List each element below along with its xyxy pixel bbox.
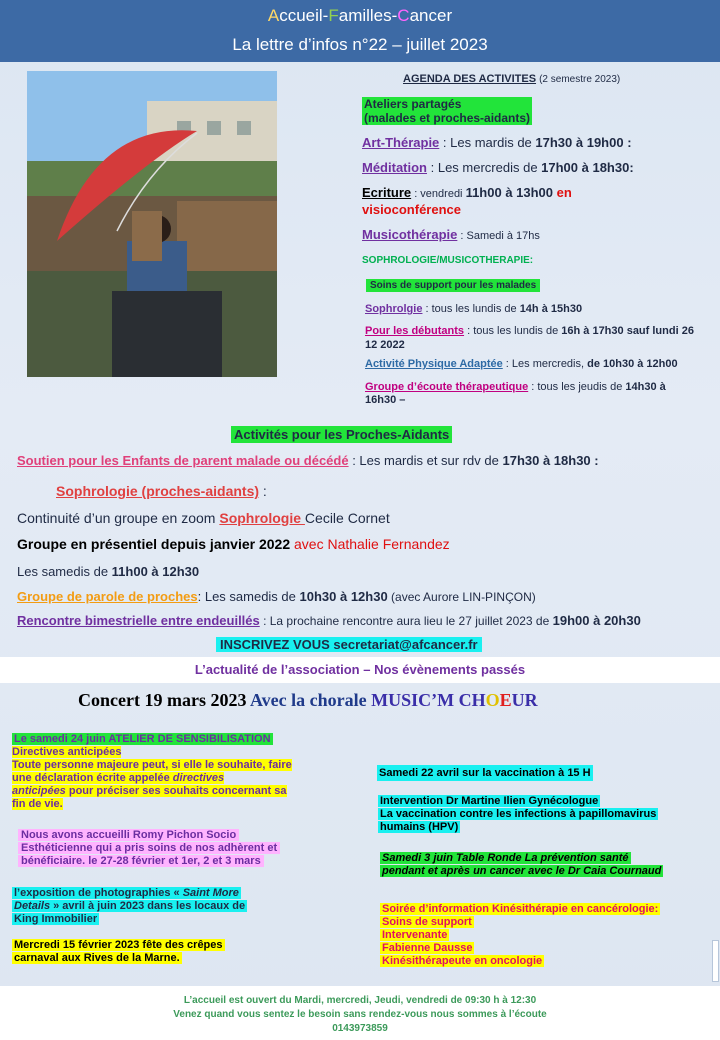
agenda-heading: AGENDA DES ACTIVITES (2 semestre 2023) (403, 73, 621, 85)
newsletter-subtitle: La lettre d’infos n°22 – juillet 2023 (232, 35, 488, 54)
art-therapie-line: Art-Thérapie : Les mardis de 17h30 à 19h00 : (362, 135, 632, 150)
footer-welcome: Venez quand vous sentez le besoin sans rendez-vous nous sommes à l’écoute (173, 1009, 547, 1020)
newsletter-title: Accueil-Familles-Cancer (267, 6, 453, 25)
groupe-parole-line: Groupe de parole de proches: Les samedis de 10h30 à 12h30 (avec Aurore LIN-PINÇON) (17, 589, 536, 604)
rencontre-line: Rencontre bimestrielle entre endeuillés : La prochaine rencontre aura lieu le 27 juillet 2023 de 19h00 à 20h30 (17, 613, 641, 628)
samedis-line: Les samedis de 11h00 à 12h30 (17, 564, 200, 579)
sophro-musico-title: SOPHROLOGIE/MUSICOTHERAPIE: (362, 255, 534, 266)
continuite-line: Continuité d’un groupe en zoom Sophrologie Cecile Cornet (17, 510, 390, 526)
activite-physique-line: Activité Physique Adaptée : Les mercredis, de 10h30 à 12h00 (365, 358, 678, 370)
concert-title: Concert 19 mars 2023 Avec la chorale MUSIC’M CHOEUR (78, 690, 538, 710)
event-intervention-hpv: Intervention Dr Martine Ilien Gynécologue La vaccination contre les infections à papillomavirus humains (HPV) (380, 795, 657, 833)
groupe-ecoute-line: Groupe d’écoute thérapeutique : tous les jeudis de 14h30 à 16h30 – (365, 381, 666, 406)
debutants-line: Pour les débutants : tous les lundis de 16h à 17h30 sauf lundi 26 12 2022 (365, 325, 694, 351)
event-fete-crepes: Mercredi 15 février 2023 fête des crêpes carnaval aux Rives de la Marne. (14, 939, 223, 964)
soutien-line: Soutien pour les Enfants de parent malade ou décédé : Les mardis et sur rdv de 17h30 à 18h30 : (17, 453, 599, 468)
event-table-ronde: Samedi 3 juin Table Ronde La prévention santé pendant et après un cancer avec le Dr Caia Cournaud (382, 852, 662, 877)
footer (0, 986, 720, 1040)
musicotherapie-line: Musicothérapie : Samedi à 17hs (362, 227, 540, 242)
event-romy-pichon: Nous avons accueilli Romy Pichon Socio Esthéticienne qui a pris soins de nos adhèrent et bénéficiaire. le 27-28 février et 1er, 2 et 3 mars (18, 829, 318, 868)
soins-support-label: Soins de support pour les malades (366, 279, 540, 292)
footer-hours: L’accueil est ouvert du Mardi, mercredi, Jeudi, vendredi de 09:30 h à 12:30 (183, 995, 537, 1006)
event-directives-anticipees: Le samedi 24 juin ATELIER DE SENSIBILISATION Directives anticipées Toute personne majeure peut, si elle le souhaite, faire une déclaration écrite appelée directives anticipées pour préciser ses souhaits concernant sa fin de vie. (12, 733, 292, 810)
event-vaccination: Samedi 22 avril sur la vaccination à 15 H (379, 767, 591, 779)
footer-phone: 0143973859 (332, 1023, 388, 1034)
actualite-title: L’actualité de l’association – Nos évènements passés (194, 662, 526, 677)
ecriture-line: Ecriture : vendredi 11h00 à 13h00 en visioconférence (362, 185, 572, 217)
event-exposition-photos: l’exposition de photographies « Saint More Details » avril à juin 2023 dans les locaux de King Immobilier (14, 887, 246, 925)
scrollbar-thumb[interactable] (712, 940, 719, 982)
header-banner (0, 0, 720, 62)
actualite-banner (0, 657, 720, 683)
ateliers-heading: Ateliers partagés (malades et proches-aidants) (364, 97, 531, 125)
sophrologie-line: Sophrolgie : tous les lundis de 14h à 15h30 (365, 303, 583, 315)
event-kinesitherapie: Soirée d’information Kinésithérapie en cancérologie: Soins de support Intervenante Fabienne Dausse Kinésithérapeute en oncologie (382, 903, 659, 967)
sophrologie-proches-line: Sophrologie (proches-aidants) : (56, 483, 267, 499)
inscrivez-banner: INSCRIVEZ VOUS secretariat@afcancer.fr (216, 637, 482, 652)
painter-umbrella-photo (27, 71, 277, 377)
proches-aidants-heading: Activités pour les Proches-Aidants (231, 426, 452, 443)
presentiel-line: Groupe en présentiel depuis janvier 2022 avec Nathalie Fernandez (17, 536, 450, 552)
meditation-line: Méditation : Les mercredis de 17h00 à 18h30: (362, 160, 634, 175)
